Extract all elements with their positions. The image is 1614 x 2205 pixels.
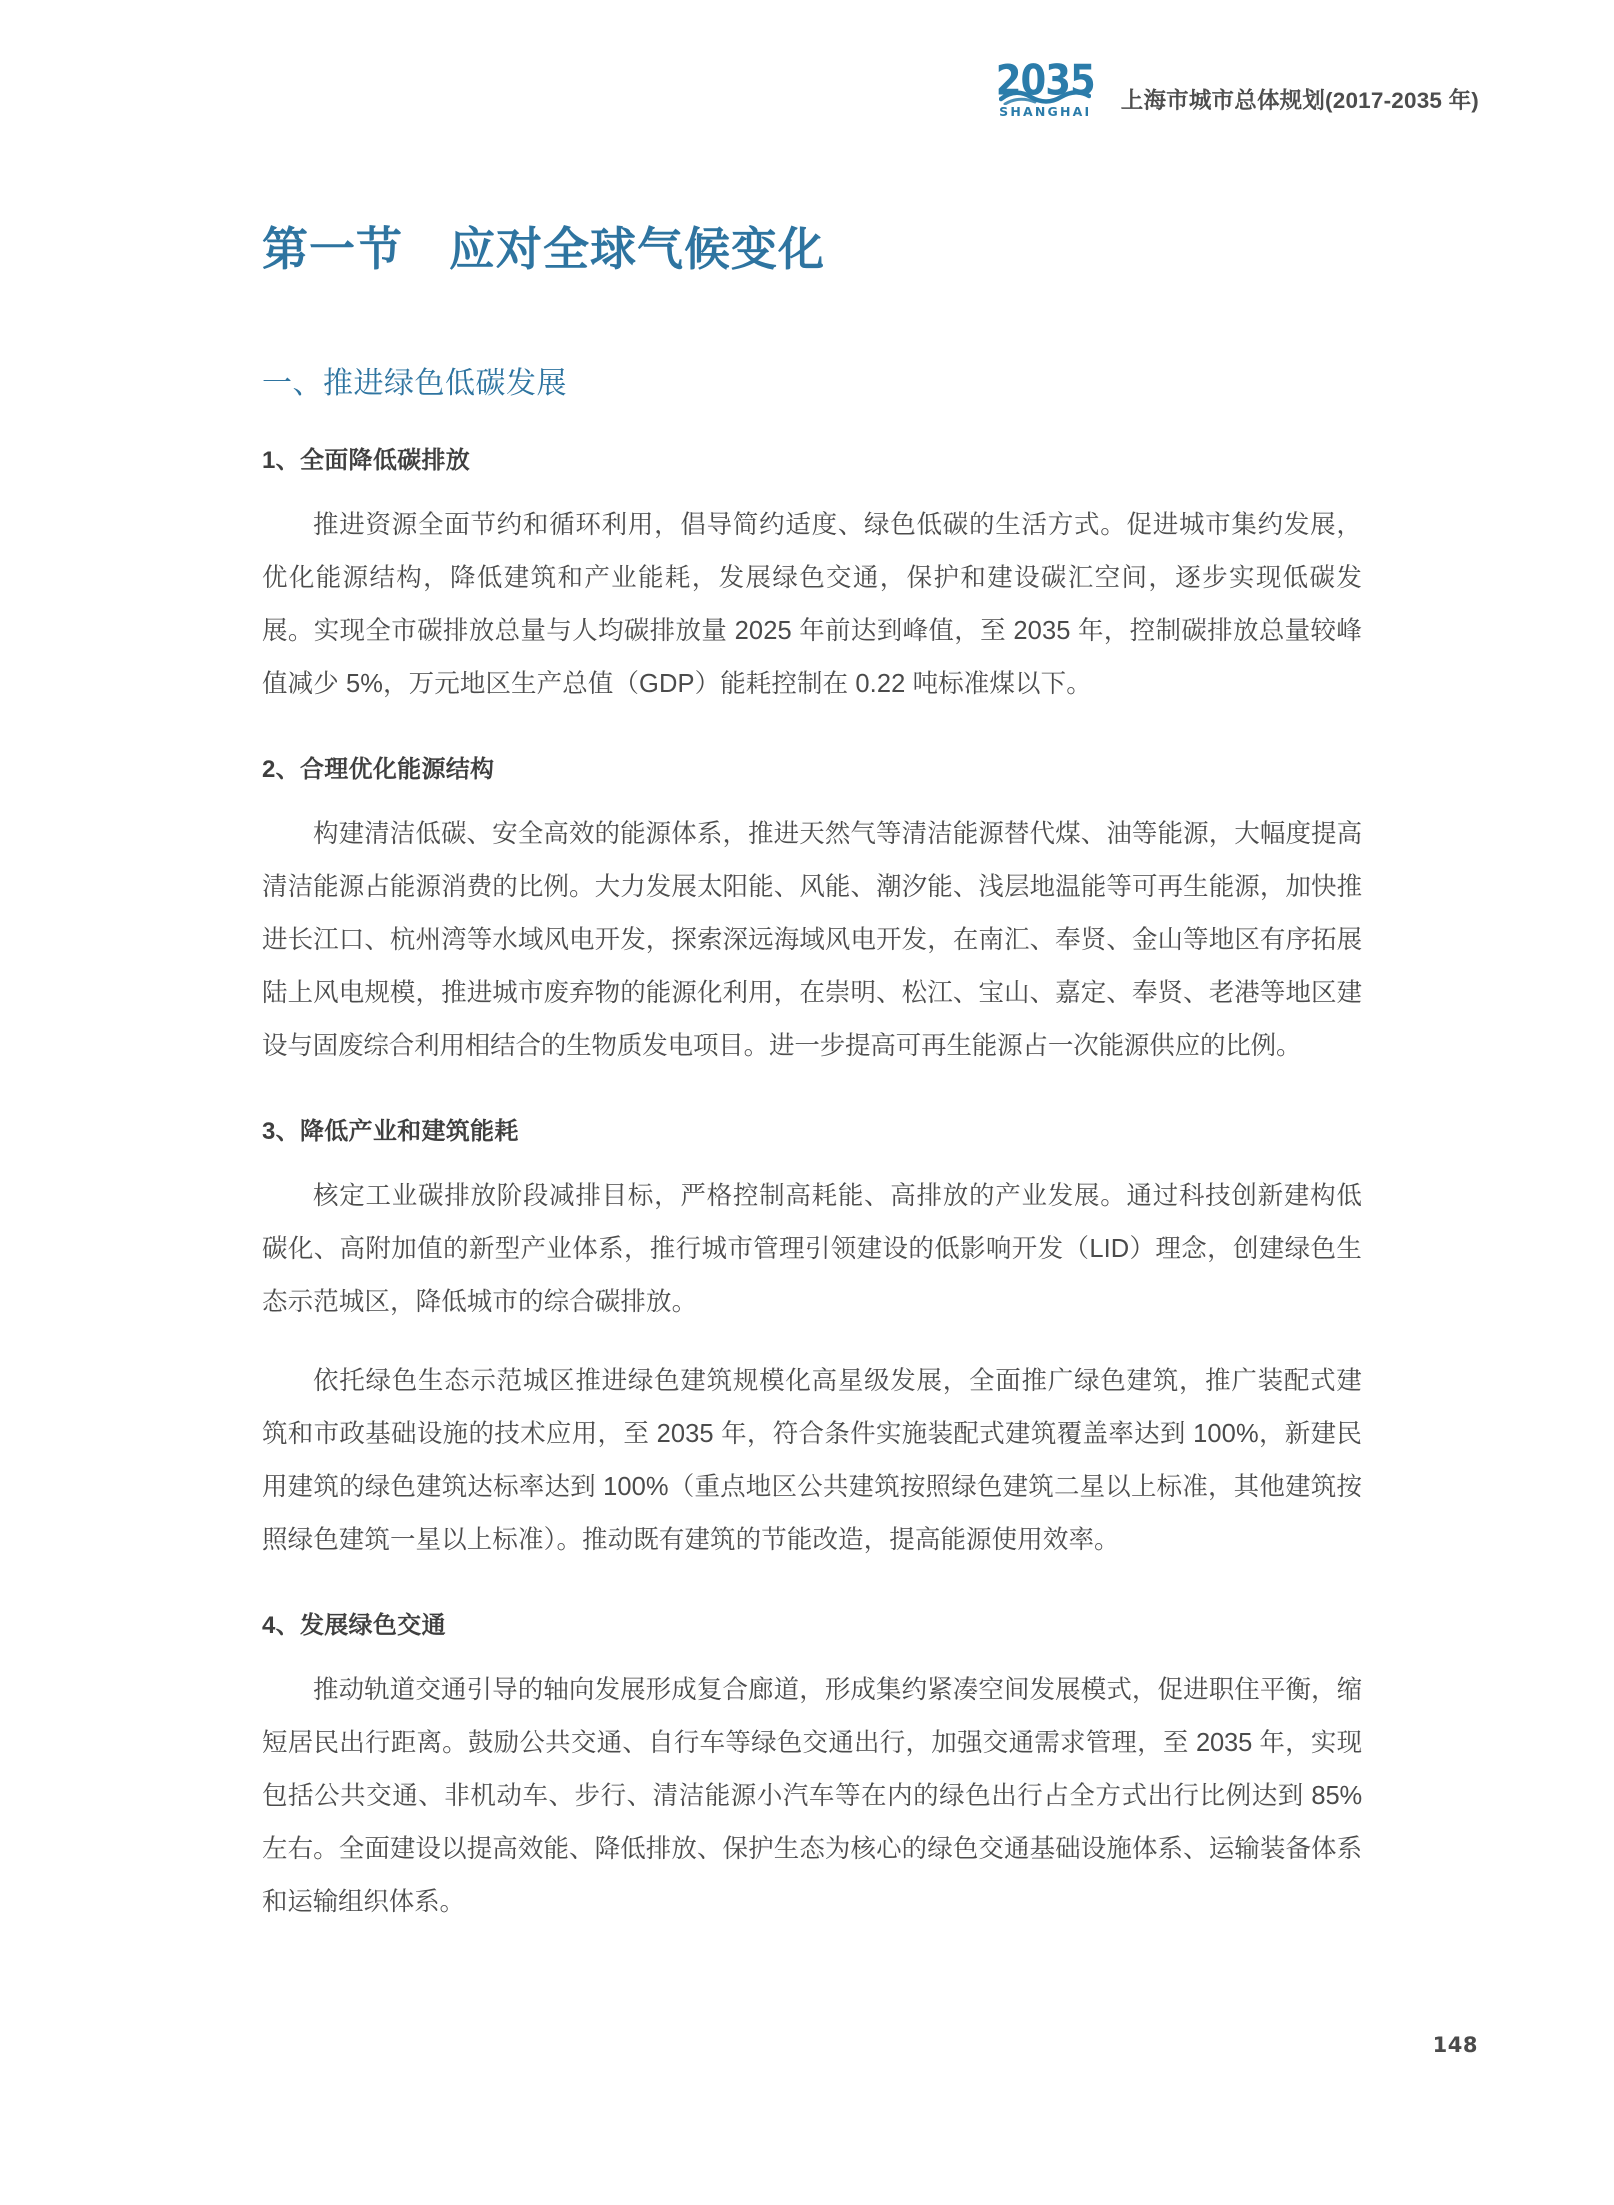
item-paragraph-4-1: 推动轨道交通引导的轴向发展形成复合廊道，形成集约紧凑空间发展模式，促进职住平衡，缩短居民出行距离。鼓励公共交通、自行车等绿色交通出行，加强交通需求管理，至 2035 年，实现包括公共交通、非机动车、步行、清洁能源小汽车等在内的绿色出行占全方式出行比例达到 85% 左右。全面建设以提高效能、降低排放、保护生态为核心的绿色交通基础设施体系、运输装备体系和运输组织体系。 bbox=[262, 1676, 1362, 1917]
page-content bbox=[262, 0, 1362, 1955]
logo-year-text: 2035 bbox=[995, 56, 1095, 105]
page-title bbox=[262, 222, 1362, 277]
item-heading-2: 2、合理优化能源结构 bbox=[262, 756, 495, 784]
item-heading-3: 3、降低产业和建筑能耗 bbox=[262, 1118, 519, 1146]
page-number: 148 bbox=[1432, 2033, 1478, 2057]
item-paragraph-3-2: 依托绿色生态示范城区推进绿色建筑规模化高星级发展，全面推广绿色建筑，推广装配式建筑和市政基础设施的技术应用，至 2035 年，符合条件实施装配式建筑覆盖率达到 100%，新建民用建筑的绿色建筑达标率达到 100%（重点地区公共建筑按照绿色建筑二星以上标准，其他建筑按照绿色建筑一星以上标准）。推动既有建筑的节能改造，提高能源使用效率。 bbox=[262, 1367, 1362, 1555]
item-heading-4: 4、发展绿色交通 bbox=[262, 1612, 446, 1640]
subsection-title: 一、推进绿色低碳发展 bbox=[262, 367, 567, 401]
logo-city-text: SHANGHAI bbox=[999, 104, 1092, 119]
section-number: 第一节 bbox=[262, 223, 403, 275]
section-title-text: 应对全球气候变化 bbox=[449, 223, 825, 275]
document-title: 上海市城市总体规划(2017-2035 年) bbox=[1120, 87, 1479, 113]
item-paragraph-2-1: 构建清洁低碳、安全高效的能源体系，推进天然气等清洁能源替代煤、油等能源，大幅度提高清洁能源占能源消费的比例。大力发展太阳能、风能、潮汐能、浅层地温能等可再生能源，加快推进长江口、杭州湾等水域风电开发，探索深远海域风电开发，在南汇、奉贤、金山等地区有序拓展陆上风电规模，推进城市废弃物的能源化利用，在崇明、松江、宝山、嘉定、奉贤、老港等地区建设与固废综合利用相结合的生物质发电项目。进一步提高可再生能源占一次能源供应的比例。 bbox=[262, 820, 1362, 1061]
item-heading-1: 1、全面降低碳排放 bbox=[262, 447, 471, 475]
item-paragraph-1-1: 推进资源全面节约和循环利用，倡导简约适度、绿色低碳的生活方式。促进城市集约发展，优化能源结构，降低建筑和产业能耗，发展绿色交通，保护和建设碳汇空间，逐步实现低碳发展。实现全市碳排放总量与人均碳排放量 2025 年前达到峰值，至 2035 年，控制碳排放总量较峰值减少 5%，万元地区生产总值（GDP）能耗控制在 0.22 吨标准煤以下。 bbox=[262, 511, 1362, 699]
item-paragraph-3-1: 核定工业碳排放阶段减排目标，严格控制高耗能、高排放的产业发展。通过科技创新建构低碳化、高附加值的新型产业体系，推行城市管理引领建设的低影响开发（LID）理念，创建绿色生态示范城区，降低城市的综合碳排放。 bbox=[262, 1182, 1362, 1317]
